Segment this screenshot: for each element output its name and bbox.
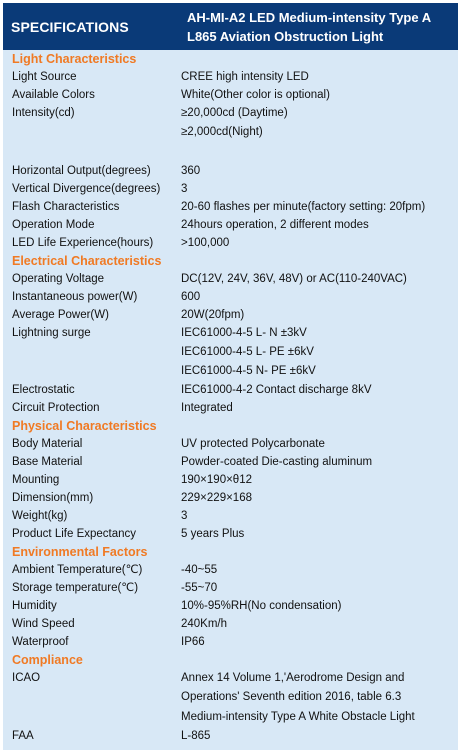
spec-row	[3, 435, 458, 453]
spec-row	[3, 489, 458, 507]
spec-label	[3, 471, 174, 489]
spec-label-text: Waterproof	[12, 636, 69, 649]
spec-label	[3, 597, 174, 615]
spec-value	[174, 471, 458, 489]
spec-value-line: DC(12V, 24V, 36V, 48V) or AC(110-240VAC)	[181, 272, 407, 285]
spec-label-text: Dimension(mm)	[12, 492, 94, 505]
spec-value	[174, 234, 458, 252]
spec-value-line: -55~70	[181, 582, 218, 595]
spec-row	[3, 234, 458, 252]
spec-label-text: ICAO	[12, 672, 41, 685]
spec-value	[174, 162, 458, 180]
spec-value-line: 20-60 flashes per minute(factory setting: 20fpm)	[181, 200, 426, 213]
spec-value	[174, 507, 458, 525]
spec-value-line: ≥2,000cd(Night)	[181, 126, 263, 139]
spec-label	[3, 615, 174, 633]
spec-sheet	[3, 3, 458, 750]
spec-row	[3, 162, 458, 180]
spec-label-text: Circuit Protection	[12, 402, 100, 415]
spec-label	[3, 489, 174, 507]
spec-label-text: Light Source	[12, 71, 77, 83]
spec-label	[3, 399, 174, 417]
spec-label-text: Electrostatic	[12, 384, 75, 397]
spec-label-text: Flash Characteristics	[12, 200, 120, 213]
spec-label-text: Humidity	[12, 600, 57, 613]
spec-label-text: Operation Mode	[12, 218, 95, 231]
product-title-line-2: L865 Aviation Obstruction Light	[187, 28, 384, 44]
spec-row	[3, 507, 458, 525]
spec-value-line: 24hours operation, 2 different modes	[181, 218, 369, 231]
spec-row	[3, 727, 458, 745]
spec-value-line: Powder-coated Die-casting aluminum	[181, 456, 373, 469]
spec-value-line: 5 years Plus	[181, 528, 245, 541]
spec-label-text: Vertical Divergence(degrees)	[12, 182, 161, 195]
spec-row	[3, 615, 458, 633]
spec-label	[3, 288, 174, 306]
spec-value	[174, 68, 458, 86]
spec-row	[3, 198, 458, 216]
spec-label	[3, 86, 174, 104]
spec-label	[3, 216, 174, 234]
spec-header-title: SPECIFICATIONS	[11, 18, 129, 35]
spec-value-line: IEC61000-4-5 N- PE ±6kV	[181, 364, 316, 377]
spec-label	[3, 324, 174, 382]
spec-label-text: Wind Speed	[12, 618, 75, 631]
spec-value	[174, 399, 458, 417]
spec-value-line: -40~55	[181, 564, 218, 577]
spec-label	[3, 198, 174, 216]
spec-label-text: Storage temperature(℃)	[12, 582, 139, 595]
spec-value	[174, 270, 458, 288]
spec-label-text: Intensity(cd)	[12, 107, 75, 119]
spec-row	[3, 324, 458, 382]
spec-label-text: Body Material	[12, 438, 83, 451]
spec-value	[174, 306, 458, 324]
spec-row	[3, 180, 458, 198]
spec-value-line: IEC61000-4-5 L- N ±3kV	[181, 326, 307, 339]
spec-value-line: UV protected Polycarbonate	[181, 438, 325, 451]
spec-value-line: 20W(20fpm)	[181, 308, 245, 321]
spec-row	[3, 86, 458, 104]
spec-value-line: IP66	[181, 636, 205, 649]
spec-value-line: 360	[181, 164, 201, 177]
spec-label	[3, 306, 174, 324]
spec-label	[3, 507, 174, 525]
spec-row	[3, 597, 458, 615]
spec-label-text: LED Life Experience(hours)	[12, 236, 154, 249]
spec-value-line: >100,000	[181, 236, 230, 249]
spec-row	[3, 306, 458, 324]
spec-value-line: 240Km/h	[181, 618, 228, 631]
spec-value-line: Operations' Seventh edition 2016, table 6.3	[181, 691, 402, 704]
spec-value	[174, 435, 458, 453]
spec-label	[3, 68, 174, 86]
spec-label-text: Available Colors	[12, 89, 95, 101]
spec-label-text: Ambient Temperature(℃)	[12, 564, 143, 577]
spec-label	[3, 525, 174, 543]
spec-value	[174, 579, 458, 597]
spec-header	[3, 3, 458, 50]
spec-row	[3, 579, 458, 597]
section-title: Compliance	[12, 653, 83, 668]
spec-value-line: CREE high intensity LED	[181, 71, 309, 83]
spec-label-text: Base Material	[12, 456, 83, 469]
spec-label	[3, 633, 174, 651]
section-title: Electrical Characteristics	[12, 253, 162, 268]
spec-value-line: ≥20,000cd (Daytime)	[181, 107, 288, 119]
spec-label-text: Product Life Expectancy	[12, 528, 137, 541]
spec-label	[3, 104, 174, 162]
spec-row	[3, 453, 458, 471]
spec-label	[3, 669, 174, 727]
spec-label-text: Lightning surge	[12, 326, 91, 339]
spec-label	[3, 435, 174, 453]
spec-value	[174, 216, 458, 234]
spec-row	[3, 216, 458, 234]
spec-value-line: L-865	[181, 729, 211, 742]
spec-value-line: Medium-intensity Type A White Obstacle Light	[181, 710, 415, 723]
spec-label	[3, 727, 174, 745]
spec-value-line: Annex 14 Volume 1,'Aerodrome Design and	[181, 672, 405, 685]
spec-value-line: IEC61000-4-5 L- PE ±6kV	[181, 345, 314, 358]
spec-value-line: 190×190×θ12	[181, 474, 252, 487]
spec-label-text: Operating Voltage	[12, 272, 105, 285]
spec-value	[174, 86, 458, 104]
spec-value	[174, 288, 458, 306]
spec-label-text: Horizontal Output(degrees)	[12, 164, 151, 177]
spec-value	[174, 198, 458, 216]
spec-row	[3, 288, 458, 306]
spec-row	[3, 471, 458, 489]
spec-row	[3, 381, 458, 399]
spec-label-text: FAA	[12, 729, 34, 742]
spec-label	[3, 579, 174, 597]
spec-label	[3, 561, 174, 579]
spec-value-line: 3	[181, 510, 188, 523]
product-title-line-1: AH-MI-A2 LED Medium-intensity Type A	[187, 9, 432, 25]
spec-row	[3, 270, 458, 288]
spec-value-line: 10%-95%RH(No condensation)	[181, 600, 342, 613]
spec-row	[3, 399, 458, 417]
spec-value	[174, 633, 458, 651]
spec-value	[174, 597, 458, 615]
spec-value	[174, 180, 458, 198]
spec-label-text: Average Power(W)	[12, 308, 109, 321]
spec-row	[3, 104, 458, 162]
product-title	[179, 3, 458, 50]
spec-value	[174, 104, 458, 162]
spec-label	[3, 180, 174, 198]
spec-value	[174, 561, 458, 579]
spec-value	[174, 324, 458, 382]
spec-label	[3, 234, 174, 252]
spec-label	[3, 270, 174, 288]
spec-value-line: Integrated	[181, 402, 233, 415]
spec-row	[3, 68, 458, 86]
spec-value	[174, 615, 458, 633]
spec-row	[3, 525, 458, 543]
spec-value-line: 3	[181, 182, 188, 195]
spec-body	[3, 50, 458, 745]
spec-label	[3, 162, 174, 180]
section-title: Light Characteristics	[12, 52, 137, 66]
spec-row	[3, 669, 458, 727]
spec-label-text: Instantaneous power(W)	[12, 290, 138, 303]
spec-value	[174, 669, 458, 727]
spec-value-line: 229×229×168	[181, 492, 252, 505]
spec-value	[174, 727, 458, 745]
spec-label-text: Mounting	[12, 474, 60, 487]
spec-value	[174, 453, 458, 471]
spec-value-line: IEC61000-4-2 Contact discharge 8kV	[181, 384, 372, 397]
spec-value-line: 600	[181, 290, 201, 303]
spec-value-line: White(Other color is optional)	[181, 89, 330, 101]
spec-label	[3, 381, 174, 399]
spec-value	[174, 381, 458, 399]
section-title: Physical Characteristics	[12, 419, 157, 434]
spec-row	[3, 561, 458, 579]
spec-label-text: Weight(kg)	[12, 510, 68, 523]
spec-value	[174, 489, 458, 507]
spec-row	[3, 633, 458, 651]
spec-value	[174, 525, 458, 543]
section-title: Environmental Factors	[12, 545, 148, 560]
spec-value-line	[181, 142, 458, 161]
spec-label	[3, 453, 174, 471]
